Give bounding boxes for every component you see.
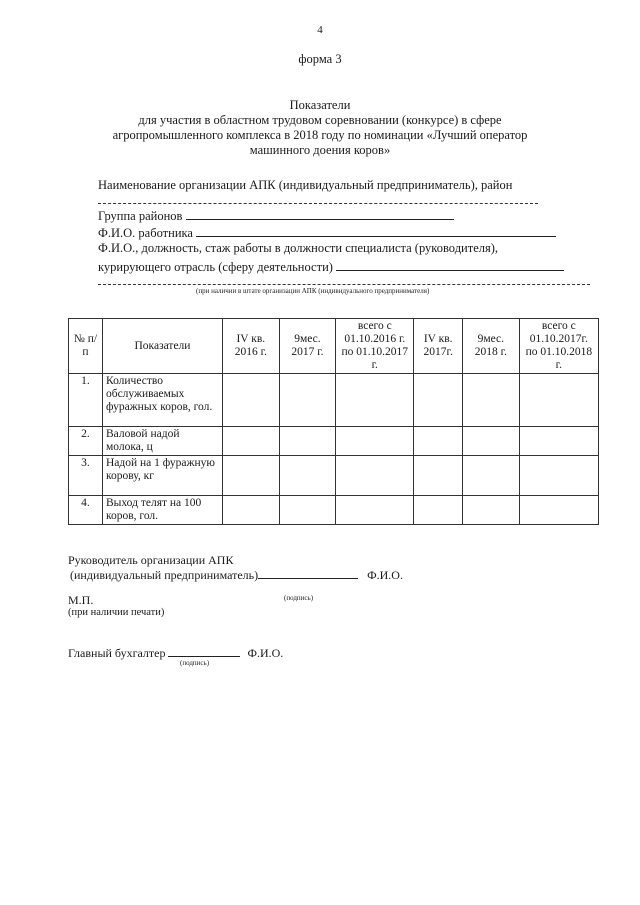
worker-label: Ф.И.О. работника [98,226,193,240]
data-cell[interactable] [463,374,520,427]
table-header-row [69,319,599,374]
head-fio: Ф.И.О. [367,568,403,582]
accountant-fio: Ф.И.О. [247,646,284,660]
head-label-line-1: Руководитель организации АПК [68,553,234,567]
title-line-3: агропромышленного комплекса в 2018 году по номинации «Лучший оператор [112,128,528,142]
header-cell: IV кв. 2017г. [414,319,463,374]
data-cell[interactable] [279,374,336,427]
data-cell[interactable] [414,427,463,456]
data-cell[interactable] [336,374,414,427]
header-cell: № п/п [69,319,103,374]
data-cell[interactable] [223,456,280,496]
data-cell[interactable] [463,427,520,456]
head-signature-line[interactable] [258,567,358,579]
table-row [69,427,599,456]
header-cell: всего с 01.10.2016 г. по 01.10.2017 г. [336,319,414,374]
row-label: Надой на 1 фуражную корову, кг [102,456,222,496]
header-cell: 9мес. 2018 г. [463,319,520,374]
specialist-fill-line[interactable] [336,258,564,271]
group-label: Группа районов [98,209,183,223]
data-cell[interactable] [463,496,520,525]
table-row [69,374,599,427]
title-line-2: для участия в областном трудовом соревновании (конкурсе) в сфере [138,113,502,127]
data-cell[interactable] [519,496,598,525]
table-row [69,496,599,525]
data-cell[interactable] [336,456,414,496]
row-number: 2. [69,427,103,456]
row-number: 4. [69,496,103,525]
accountant-signature-note: (подпись) [180,659,210,667]
data-cell[interactable] [414,374,463,427]
data-cell[interactable] [336,496,414,525]
stamp-note: (при наличии печати) [68,607,165,618]
group-fill-line[interactable] [186,207,454,220]
worker-field [98,224,556,241]
row-label: Выход телят на 100 коров, гол. [102,496,222,525]
accountant-signature-row [68,645,283,660]
data-cell[interactable] [223,427,280,456]
data-cell[interactable] [336,427,414,456]
org-name-label: Наименование организации АПК (индивидуальный предприниматель), район [98,178,513,192]
table-row [69,456,599,496]
page-number: 4 [317,24,323,36]
data-cell[interactable] [279,427,336,456]
data-cell[interactable] [519,427,598,456]
row-label: Количество обслуживаемых фуражных коров, гол. [102,374,222,427]
data-cell[interactable] [279,456,336,496]
data-cell[interactable] [519,456,598,496]
header-cell: 9мес. 2017 г. [279,319,336,374]
data-cell[interactable] [414,496,463,525]
org-name-fill-line[interactable] [98,203,538,204]
data-cell[interactable] [519,374,598,427]
data-cell[interactable] [463,456,520,496]
row-label: Валовой надой молока, ц [102,427,222,456]
data-cell[interactable] [279,496,336,525]
specialist-label-line-1: Ф.И.О., должность, стаж работы в должности специалиста (руководителя), [98,241,499,255]
signature-note: (подпись) [284,594,314,602]
head-signature-row [70,567,403,582]
stamp-label: М.П. [68,593,94,607]
worker-fill-line[interactable] [196,224,556,237]
row-number: 1. [69,374,103,427]
accountant-signature-line[interactable] [168,645,240,657]
row-number: 3. [69,456,103,496]
title-line-4: машинного доения коров» [249,143,391,157]
specialist-note: (при наличии в штате организации АПК (индивидуального предпринимателя) [196,287,430,295]
title-line-1: Показатели [289,98,351,112]
indicators-table [68,318,599,525]
header-cell: всего с 01.10.2017г. по 01.10.2018 г. [519,319,598,374]
specialist-fill-line-2[interactable] [98,284,590,285]
header-cell: Показатели [102,319,222,374]
data-cell[interactable] [414,456,463,496]
document-title [90,98,550,158]
header-cell: IV кв. 2016 г. [223,319,280,374]
form-label: форма 3 [298,52,342,66]
specialist-field [98,258,564,275]
specialist-label-line-2: курирующего отрасль (сферу деятельности) [98,260,333,274]
group-field [98,207,454,224]
accountant-label: Главный бухгалтер [68,646,166,660]
data-cell[interactable] [223,374,280,427]
head-label-line-2: (индивидуальный предприниматель) [70,568,259,582]
data-cell[interactable] [223,496,280,525]
